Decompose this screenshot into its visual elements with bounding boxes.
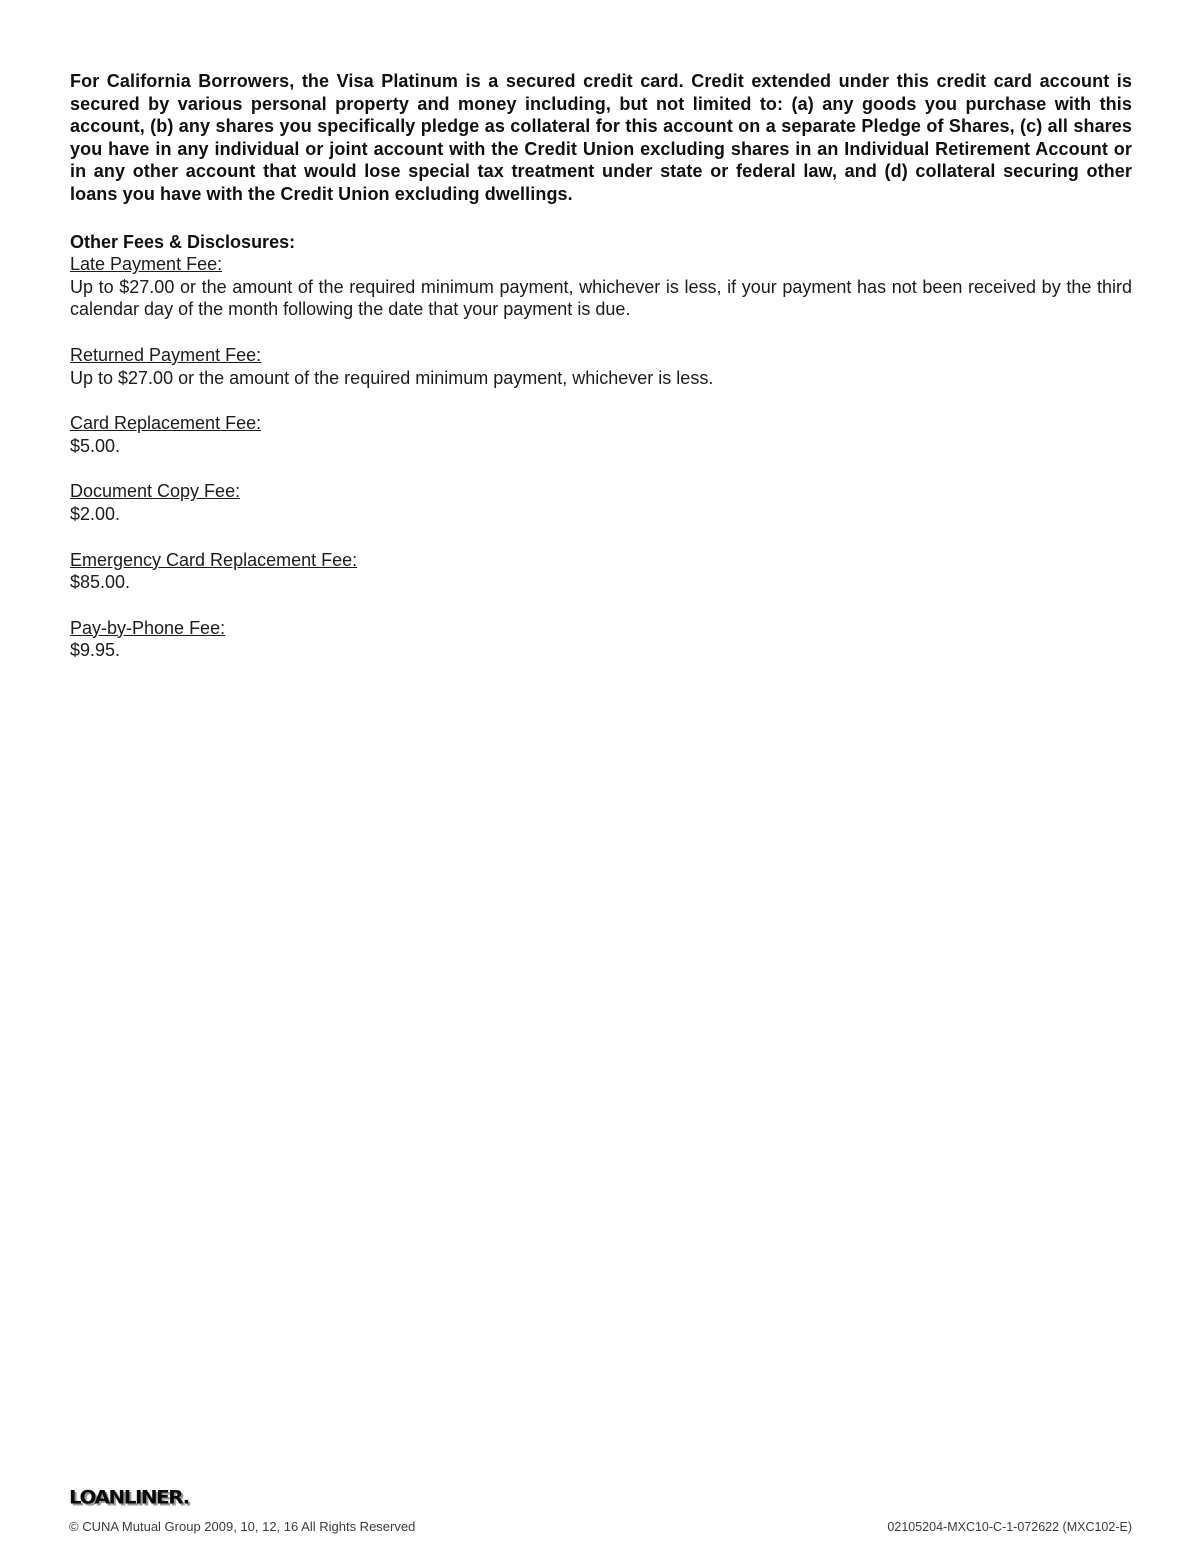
loanliner-logo: LOANLINER. [69,1485,189,1509]
fee-section-late-payment [70,253,1132,321]
other-fees-heading: Other Fees & Disclosures: [70,231,296,252]
fee-section-returned-payment [70,344,1132,389]
fee-label: Document Copy Fee: [70,481,241,502]
fee-label: Late Payment Fee: [70,254,223,275]
fee-description: $5.00. [70,435,121,456]
fee-label: Card Replacement Fee: [70,413,262,434]
fee-description: $85.00. [70,572,131,593]
fee-description: $2.00. [70,503,121,524]
document-content [70,70,1132,662]
fee-section-card-replacement [70,412,1132,457]
fee-description: Up to $27.00 or the amount of the required minimum payment, whichever is less. [70,367,714,388]
fee-section-document-copy [70,480,1132,525]
fee-label: Pay-by-Phone Fee: [70,617,226,638]
footer [69,1519,1132,1534]
intro-paragraph: For California Borrowers, the Visa Platinum is a secured credit card. Credit extended under this credit card account is secured by various personal property and money including, but not limited to: (a) any goods you purchase with this account, (b) any shares you specifically pledge as collateral for this account on a separate Pledge of Shares, (c) all shares you have in any individual or joint account with the Credit Union excluding shares in an Individual Retirement Account or in any other account that would lose special tax treatment under state or federal law, and (d) collateral securing other loans you have with the Credit Union excluding dwellings. [70,71,1132,204]
copyright-text: © CUNA Mutual Group 2009, 10, 12, 16 All Rights Reserved [69,1519,416,1534]
fee-label: Emergency Card Replacement Fee: [70,549,358,570]
fee-description: $9.95. [70,640,121,661]
fee-section-emergency-card-replacement [70,549,1132,594]
fee-description: Up to $27.00 or the amount of the required minimum payment, whichever is less, if your payment has not been received by the third calendar day of the month following the date that your payment is due. [70,276,1132,320]
document-number: 02105204-MXC10-C-1-072622 (MXC102-E) [887,1520,1132,1534]
fee-label: Returned Payment Fee: [70,344,262,365]
fee-section-pay-by-phone [70,617,1132,662]
